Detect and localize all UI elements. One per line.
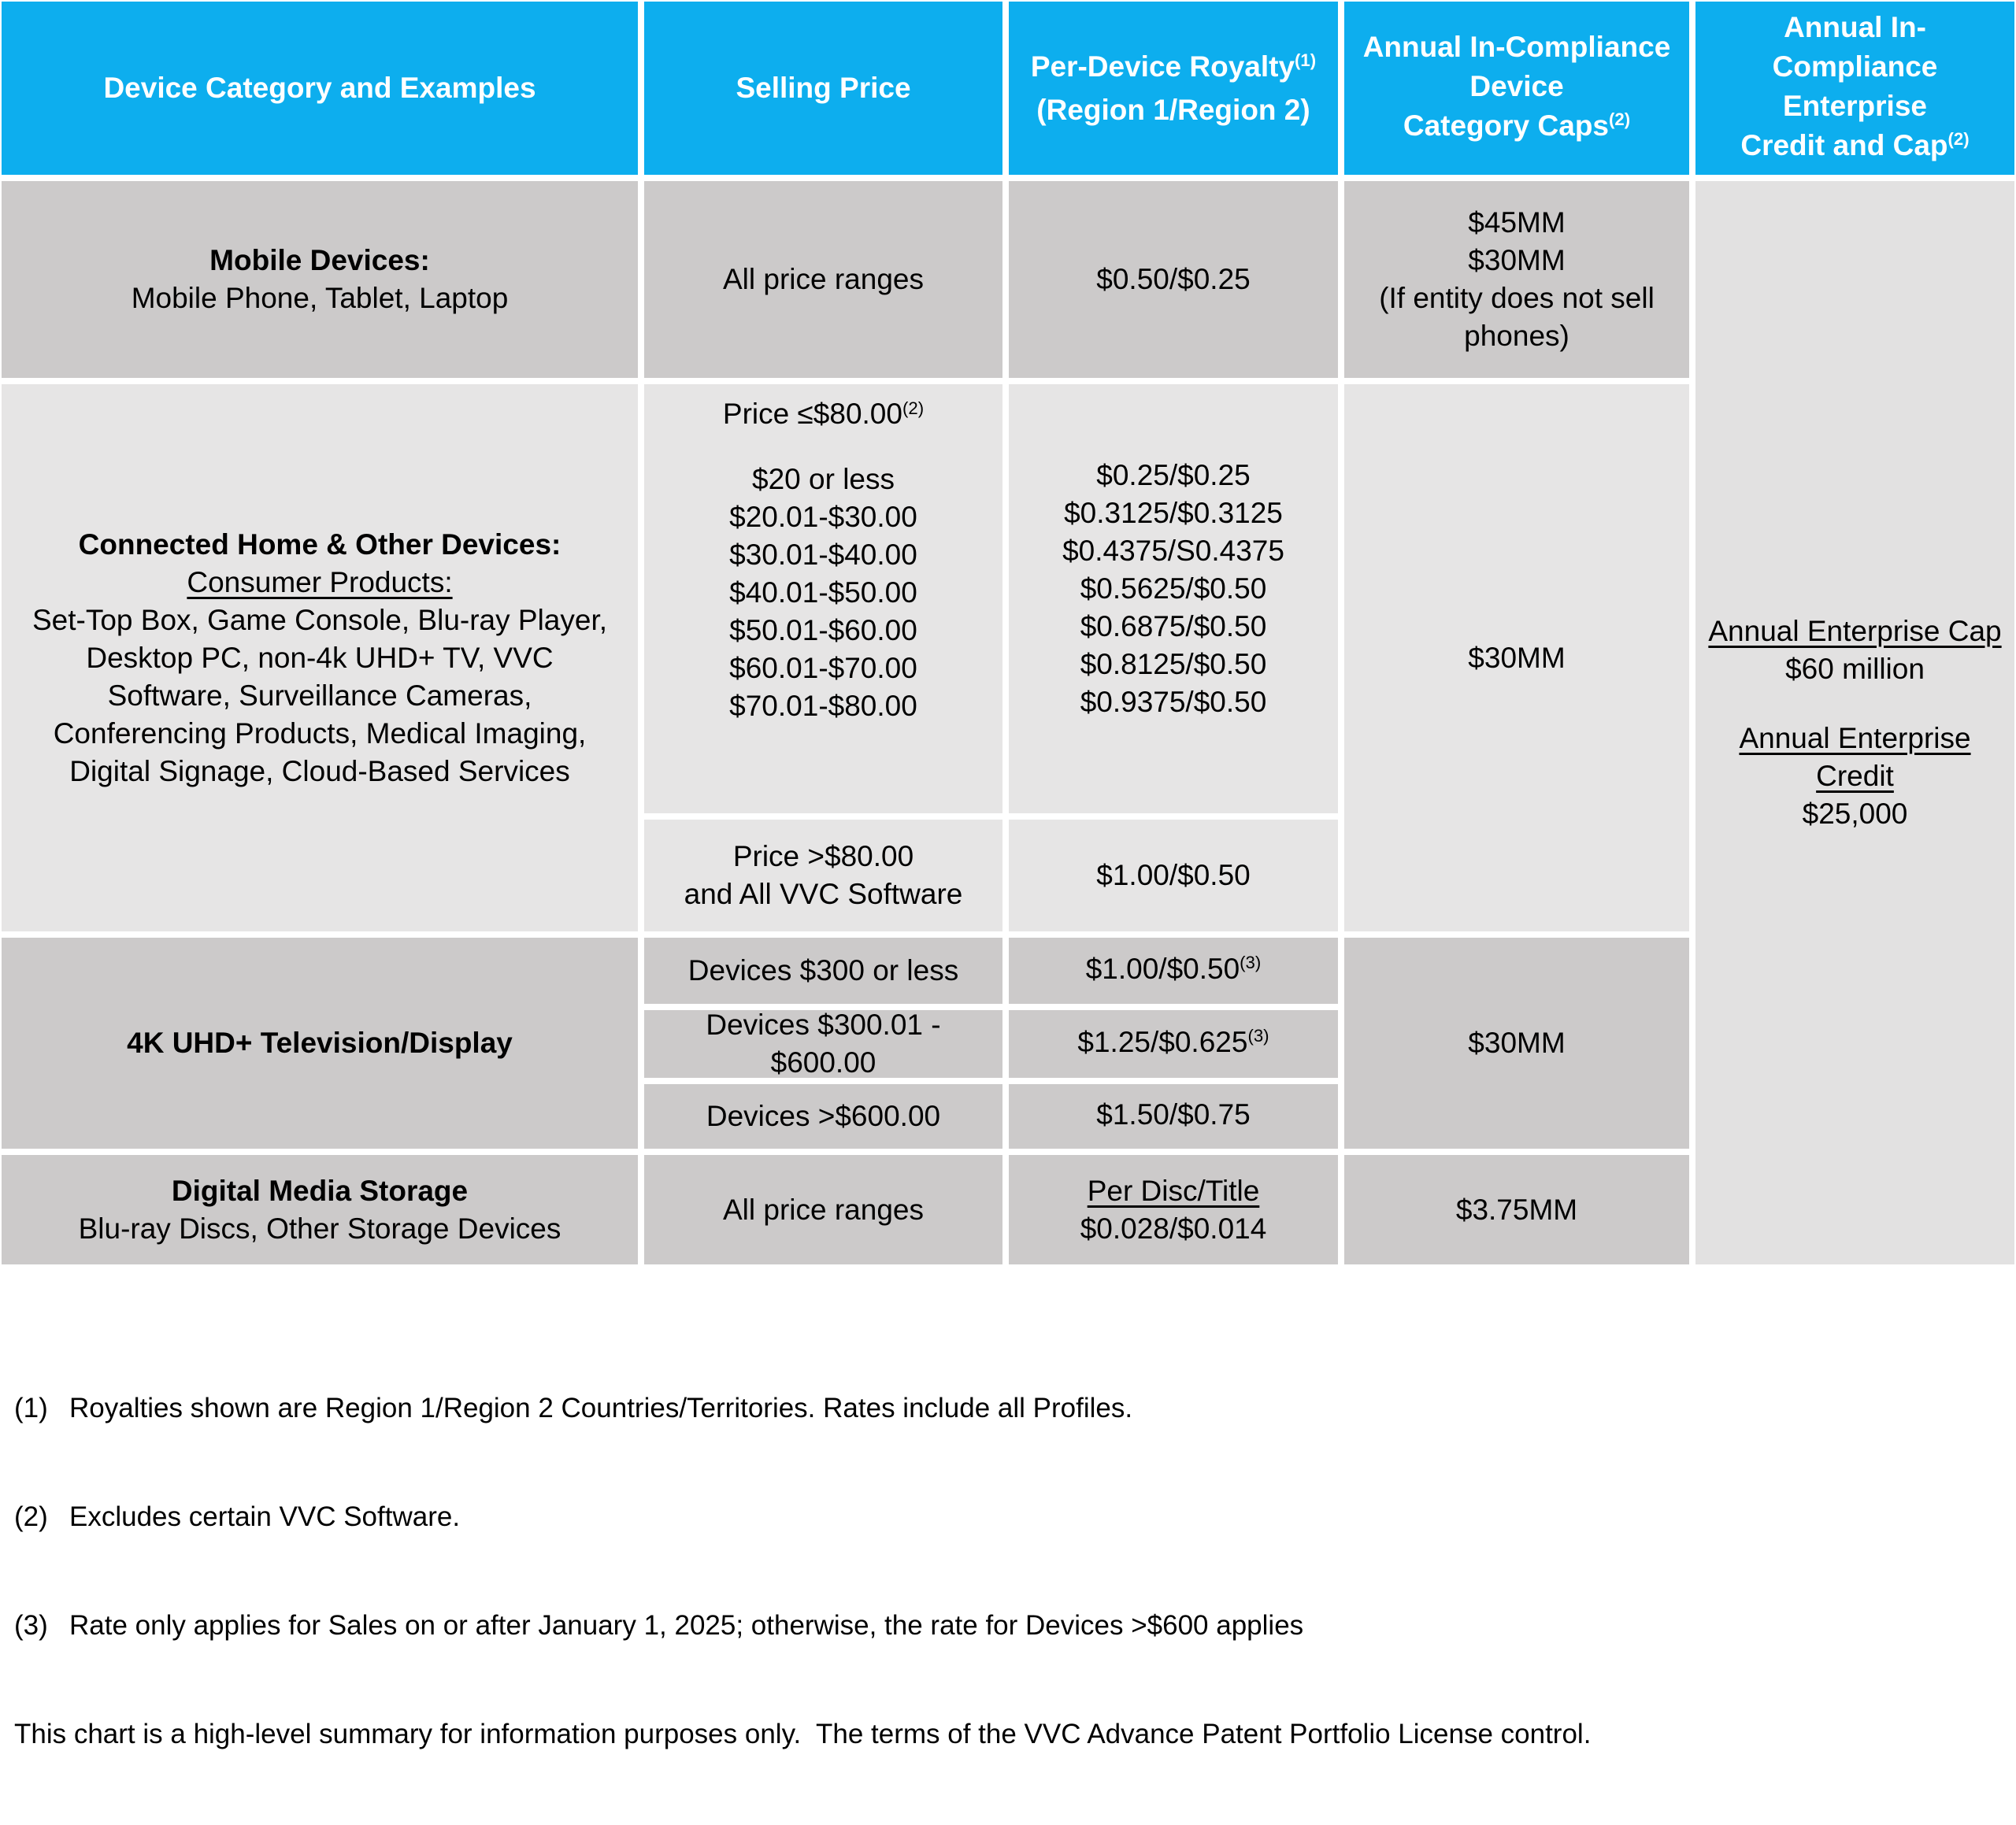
header-royalty-footnote-ref: (1) bbox=[1295, 50, 1317, 71]
header-enterprise-line3: Credit and Cap bbox=[1740, 128, 1948, 161]
price-tier: $60.01-$70.00 bbox=[729, 652, 917, 684]
price-over-80-line1: Price >$80.00 bbox=[732, 840, 914, 872]
dms-category-title: Digital Media Storage bbox=[171, 1174, 469, 1207]
royalty-rate: $0.4375/S0.4375 bbox=[1062, 535, 1284, 567]
connected-category-subtitle: Consumer Products: bbox=[187, 565, 453, 598]
dms-royalty-label: Per Disc/Title bbox=[1087, 1174, 1260, 1207]
royalty-rate: $1.00/$0.50 bbox=[1085, 952, 1240, 985]
footnote-1 bbox=[14, 1390, 2016, 1427]
price-tier: $30.01-$40.00 bbox=[729, 539, 917, 571]
mobile-cap-value-1: $45MM bbox=[1468, 206, 1566, 239]
header-enterprise-footnote-ref: (2) bbox=[1947, 129, 1970, 150]
mobile-category-title: Mobile Devices: bbox=[209, 244, 430, 276]
header-caps-footnote-ref: (2) bbox=[1609, 109, 1631, 130]
price-tier: $40.01-$50.00 bbox=[729, 576, 917, 609]
footnotes bbox=[14, 1318, 2016, 1825]
price-tier: $20 or less bbox=[752, 463, 895, 495]
uhd-price-cell-3: Devices >$600.00 bbox=[644, 1084, 1002, 1149]
header-selling-price-label: Selling Price bbox=[736, 72, 911, 104]
uhd-price-cell-2: Devices $300.01 - $600.00 bbox=[644, 1010, 1002, 1078]
connected-price-over80-cell bbox=[644, 820, 1002, 931]
price-tier: $70.01-$80.00 bbox=[729, 690, 917, 722]
royalty-rate-table bbox=[2, 2, 2014, 1264]
connected-royalty-over80-cell: $1.00/$0.50 bbox=[1009, 820, 1338, 931]
footnote-1-marker: (1) bbox=[14, 1393, 48, 1423]
uhd-caps-cell: $30MM bbox=[1344, 938, 1689, 1149]
disclaimer-text: This chart is a high-level summary for information purposes only. The terms of the VVC Advance Patent Portfolio License control. bbox=[14, 1719, 1592, 1749]
royalty-rate: $0.9375/$0.50 bbox=[1080, 686, 1267, 718]
royalty-rate: $1.50/$0.75 bbox=[1096, 1098, 1251, 1131]
enterprise-credit-label-line2: Credit bbox=[1816, 760, 1894, 792]
price-tier: $20.01-$30.00 bbox=[729, 501, 917, 533]
uhd-royalty-cell-1 bbox=[1009, 938, 1338, 1004]
dms-category-examples: Blu-ray Discs, Other Storage Devices bbox=[78, 1212, 561, 1245]
dms-royalty-rate: $0.028/$0.014 bbox=[1080, 1212, 1267, 1245]
header-enterprise-credit-cap bbox=[1695, 2, 2014, 175]
connected-price-header: Price ≤$80.00 bbox=[722, 398, 902, 430]
royalty-rate: $0.8125/$0.50 bbox=[1080, 648, 1267, 680]
enterprise-credit-label-line1: Annual Enterprise bbox=[1739, 722, 1971, 754]
footnote-3-marker: (3) bbox=[14, 1610, 48, 1641]
footnote-1-text: Royalties shown are Region 1/Region 2 Countries/Territories. Rates include all Profiles. bbox=[69, 1393, 1133, 1423]
enterprise-cap-label: Annual Enterprise Cap bbox=[1708, 615, 2002, 647]
footnote-2 bbox=[14, 1499, 2016, 1535]
dms-caps-cell: $3.75MM bbox=[1344, 1155, 1689, 1264]
mobile-category-cell bbox=[2, 181, 638, 378]
header-device-category-label: Device Category and Examples bbox=[103, 72, 536, 104]
enterprise-cap-value: $60 million bbox=[1785, 653, 1925, 685]
page bbox=[0, 2, 2016, 1749]
header-device-category-caps bbox=[1344, 2, 1689, 175]
connected-category-title: Connected Home & Other Devices: bbox=[78, 528, 561, 561]
royalty-rate: $0.6875/$0.50 bbox=[1080, 610, 1267, 642]
header-caps-line1: Annual In-Compliance bbox=[1362, 30, 1671, 63]
uhd-price-cell-1: Devices $300 or less bbox=[644, 938, 1002, 1004]
royalty-footnote-ref: (3) bbox=[1240, 953, 1262, 973]
connected-category-examples: Set-Top Box, Game Console, Blu-ray Player, Desktop PC, non-4k UHD+ TV, VVC Software, Surveillance Cameras, Conferencing Products, Medical Imaging, Digital Signage, Cloud-Based Services bbox=[32, 603, 608, 787]
royalty-rate: $0.25/$0.25 bbox=[1096, 459, 1251, 491]
dms-royalty-cell bbox=[1009, 1155, 1338, 1264]
header-caps-line2: Device bbox=[1469, 69, 1564, 102]
royalty-rate: $0.5625/$0.50 bbox=[1080, 572, 1267, 605]
footnote-2-text: Excludes certain VVC Software. bbox=[69, 1501, 461, 1532]
price-tier: $50.01-$60.00 bbox=[729, 614, 917, 646]
uhd-category-cell: 4K UHD+ Television/Display bbox=[2, 938, 638, 1149]
header-device-category bbox=[2, 2, 638, 175]
mobile-cap-condition: (If entity does not sell phones) bbox=[1379, 282, 1655, 352]
connected-category-cell bbox=[2, 384, 638, 931]
mobile-category-examples: Mobile Phone, Tablet, Laptop bbox=[131, 282, 509, 314]
enterprise-cap-cell bbox=[1695, 181, 2014, 1264]
royalty-footnote-ref: (3) bbox=[1247, 1026, 1269, 1046]
mobile-cap-value-2: $30MM bbox=[1468, 244, 1566, 276]
enterprise-credit-value: $25,000 bbox=[1802, 798, 1908, 830]
connected-royalty-tiers-cell bbox=[1009, 384, 1338, 813]
mobile-royalty-cell: $0.50/$0.25 bbox=[1009, 181, 1338, 378]
dms-price-cell: All price ranges bbox=[644, 1155, 1002, 1264]
header-enterprise-line1: Annual In-Compliance bbox=[1772, 10, 1938, 83]
mobile-price-cell: All price ranges bbox=[644, 181, 1002, 378]
connected-caps-cell: $30MM bbox=[1344, 384, 1689, 931]
header-caps-line3: Category Caps bbox=[1403, 109, 1609, 142]
uhd-royalty-cell-3 bbox=[1009, 1084, 1338, 1149]
header-royalty-label: Per-Device Royalty bbox=[1030, 50, 1295, 83]
price-over-80-line2: and All VVC Software bbox=[684, 878, 963, 910]
header-royalty-regions-label: (Region 1/Region 2) bbox=[1036, 93, 1310, 126]
royalty-rate: $1.25/$0.625 bbox=[1077, 1025, 1248, 1058]
mobile-caps-cell bbox=[1344, 181, 1689, 378]
connected-price-tiers-cell bbox=[644, 384, 1002, 813]
uhd-royalty-cell-2 bbox=[1009, 1010, 1338, 1078]
footnote-3 bbox=[14, 1608, 2016, 1644]
header-selling-price bbox=[644, 2, 1002, 175]
disclaimer bbox=[14, 1716, 2016, 1753]
dms-category-cell bbox=[2, 1155, 638, 1264]
connected-price-header-footnote-ref: (2) bbox=[902, 398, 925, 418]
header-per-device-royalty bbox=[1009, 2, 1338, 175]
royalty-rate: $0.3125/$0.3125 bbox=[1064, 497, 1283, 529]
footnote-3-text: Rate only applies for Sales on or after January 1, 2025; otherwise, the rate for Devices >$600 applies bbox=[69, 1610, 1304, 1641]
header-enterprise-line2: Enterprise bbox=[1782, 89, 1927, 122]
footnote-2-marker: (2) bbox=[14, 1501, 48, 1532]
